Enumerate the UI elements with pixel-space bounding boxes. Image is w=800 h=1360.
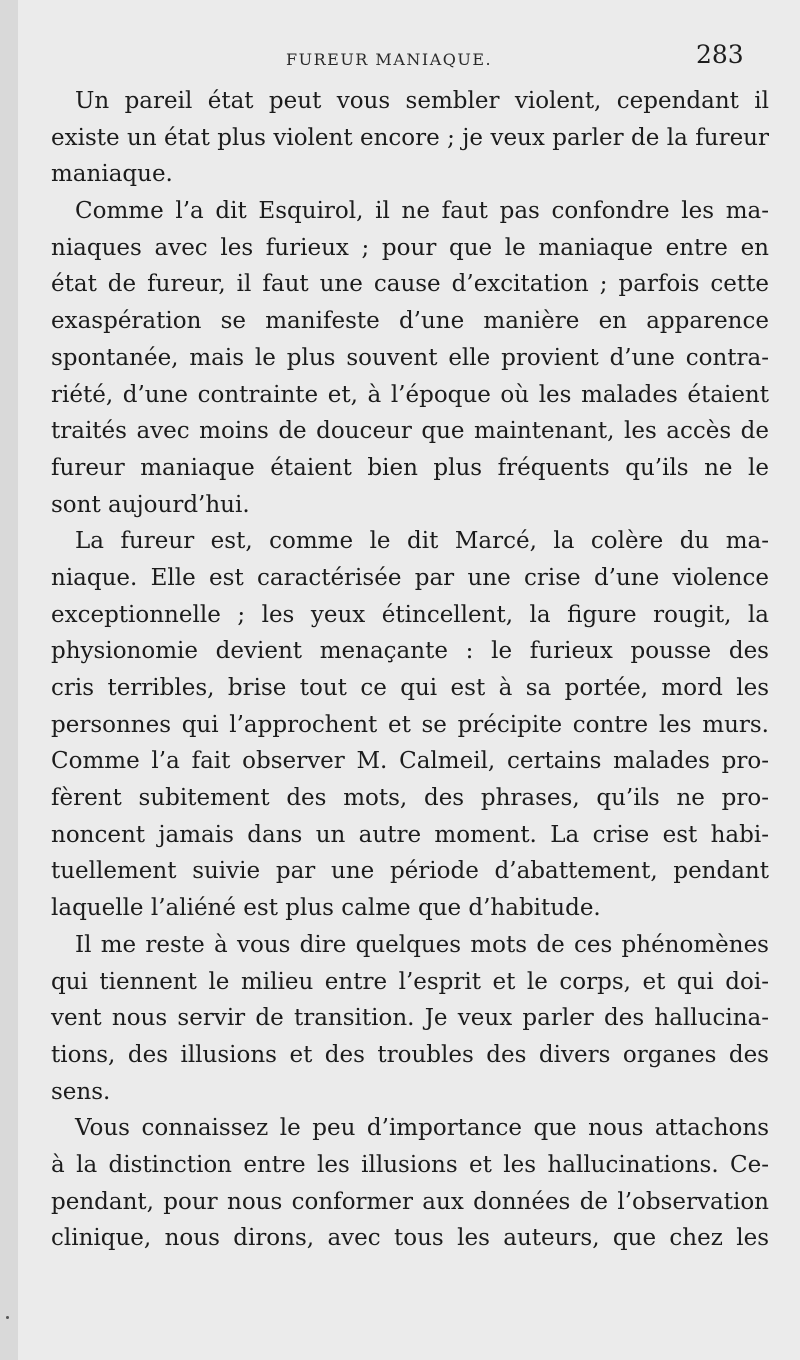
text-line: Comme l’a dit Esquirol, il ne faut pas confondre les ma- <box>75 198 769 225</box>
text-line: niaques avec les furieux ; pour que le maniaque entre en <box>51 234 769 261</box>
text-line: exaspération se manifeste d’une manière en apparence <box>51 308 769 335</box>
text-line: niaque. Elle est caractérisée par une crise d’une violence <box>51 564 769 591</box>
text-line: personnes qui l’approchent et se précipite contre les murs. <box>51 711 769 738</box>
text-line: état de fureur, il faut une cause d’excitation ; parfois cette <box>51 271 769 298</box>
text-line: physionomie devient menaçante : le furieux pousse des <box>51 638 769 665</box>
text-line: cris terribles, brise tout ce qui est à sa portée, mord les <box>51 675 769 701</box>
dust-speck <box>6 1316 9 1319</box>
text-line: Comme l’a fait observer M. Calmeil, certains malades pro- <box>51 748 769 775</box>
body-text <box>51 83 769 1257</box>
text-line: à la distinction entre les illusions et les hallucinations. Ce- <box>51 1151 769 1178</box>
text-line: spontanée, mais le plus souvent elle provient d’une contra- <box>51 344 769 371</box>
text-line: traités avec moins de douceur que maintenant, les accès de <box>51 418 769 445</box>
text-line: fureur maniaque étaient bien plus fréquents qu’ils ne le <box>51 454 769 481</box>
text-line: laquelle l’aliéné est plus calme que d’habitude. <box>51 895 601 922</box>
text-line: exceptionnelle ; les yeux étincellent, la figure rougit, la <box>51 601 769 628</box>
text-line: Un pareil état peut vous sembler violent, cependant il <box>75 88 769 114</box>
text-line: noncent jamais dans un autre moment. La crise est habi- <box>51 821 769 848</box>
text-line: tions, des illusions et des troubles des divers organes des <box>51 1041 769 1068</box>
text-line: existe un état plus violent encore ; je veux parler de la fureur <box>51 124 769 151</box>
text-line: Il me reste à vous dire quelques mots de ces phénomènes <box>75 931 769 958</box>
text-line: Vous connaissez le peu d’importance que nous attachons <box>75 1115 769 1142</box>
text-line: qui tiennent le milieu entre l’esprit et le corps, et qui doi- <box>51 968 769 995</box>
text-line: fèrent subitement des mots, des phrases, qu’ils ne pro- <box>51 785 769 812</box>
text-line: sont aujourd’hui. <box>51 491 250 518</box>
text-line: La fureur est, comme le dit Marcé, la colère du ma- <box>75 528 769 555</box>
running-title: FUREUR MANIAQUE. <box>286 50 493 69</box>
text-line: vent nous servir de transition. Je veux parler des hallucina- <box>51 1005 769 1032</box>
text-line: clinique, nous dirons, avec tous les auteurs, que chez les <box>51 1225 769 1252</box>
page-header <box>18 40 800 80</box>
text-line: tuellement suivie par une période d’abattement, pendant <box>51 858 769 885</box>
text-line: maniaque. <box>51 161 173 188</box>
text-line: riété, d’une contrainte et, à l’époque où les malades étaient <box>51 381 769 408</box>
book-page <box>18 0 800 1360</box>
page-number: 283 <box>696 40 744 69</box>
text-line: pendant, pour nous conformer aux données de l’observation <box>51 1188 769 1215</box>
text-line: sens. <box>51 1078 111 1105</box>
